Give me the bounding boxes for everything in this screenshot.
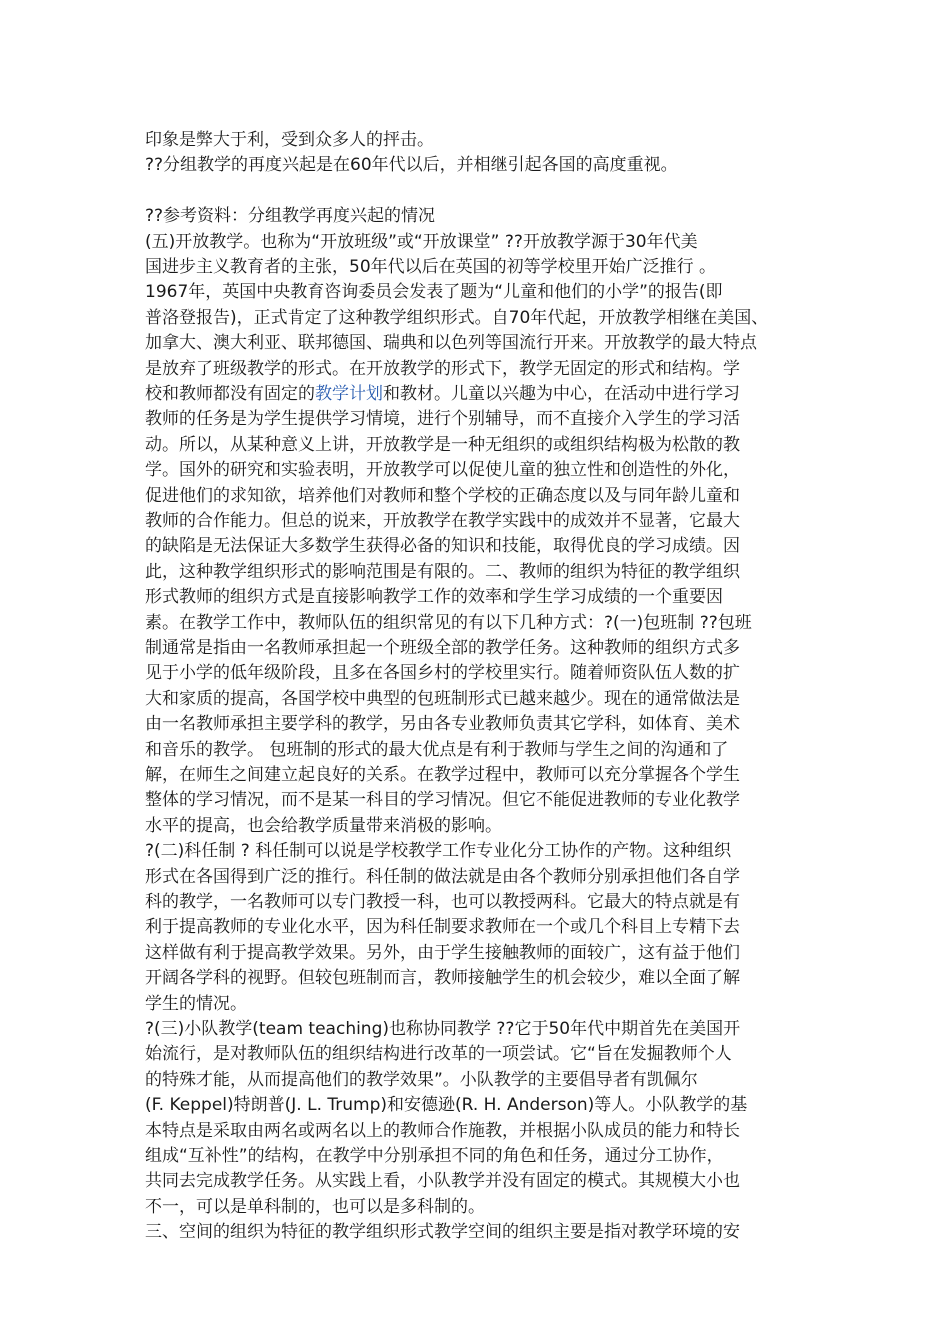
paragraph-line: 加拿大、澳大利亚、联邦德国、瑞典和以色列等国流行开来。开放教学的最大特点 (145, 333, 757, 354)
paragraph-line: 是放弃了班级教学的形式。在开放教学的形式下，教学无固定的形式和结构。学 (145, 358, 740, 379)
paragraph-line: 共同去完成教学任务。从实践上看，小队教学并没有固定的模式。其规模大小也 (145, 1171, 740, 1192)
paragraph-line: 大和家质的提高，各国学校中典型的包班制形式已越来越少。现在的通常做法是 (145, 688, 740, 709)
paragraph-line: 和音乐的教学。 包班制的形式的最大优点是有利于教师与学生之间的沟通和了 (145, 739, 729, 760)
paragraph-line: 开阔各学科的视野。但较包班制而言，教师接触学生的机会较少，难以全面了解 (145, 968, 740, 989)
paragraph-line: 由一名教师承担主要学科的教学，另由各专业教师负责其它学科，如体育、美术 (145, 714, 740, 735)
paragraph-line: 教师的合作能力。但总的说来，开放教学在教学实践中的成效并不显著，它最大 (145, 511, 740, 531)
paragraph-line: 三、空间的组织为特征的教学组织形式教学空间的组织主要是指对教学环境的安 (145, 1222, 740, 1243)
paragraph-line: 此，这种教学组织形式的影响范围是有限的。二、教师的组织为特征的教学组织 (145, 561, 740, 582)
teaching-plan-link[interactable]: 教学计划 (315, 384, 383, 404)
paragraph-line: 形式教师的组织方式是直接影响教学工作的效率和学生学习成绩的一个重要因 (145, 587, 723, 608)
paragraph-line: 素。在教学工作中，教师队伍的组织常见的有以下几种方式：?(一)包班制 ??包班 (145, 612, 752, 633)
paragraph-line: 水平的提高，也会给教学质量带来消极的影响。 (145, 815, 502, 836)
paragraph-line: ?(二)科任制 ? 科任制可以说是学校教学工作专业化分工协作的产物。这种组织 (145, 841, 732, 862)
paragraph-line: 见于小学的低年级阶段，且多在各国乡村的学校里实行。随着师资队伍人数的扩 (145, 663, 740, 684)
paragraph-line: 1967年，英国中央教育咨询委员会发表了题为“儿童和他们的小学”的报告(即 (145, 282, 723, 303)
paragraph-line: 整体的学习情况，而不是某一科目的学习情况。但它不能促进教师的专业化教学 (145, 790, 740, 811)
paragraph-line: 国进步主义教育者的主张，50年代以后在英国的初等学校里开始广泛推行 。 (145, 257, 717, 277)
paragraph-line: 教师的任务是为学生提供学习情境，进行个别辅导，而不直接介入学生的学习活 (145, 409, 740, 430)
paragraph-line: 形式在各国得到广泛的推行。科任制的做法就是由各个教师分别承担他们各自学 (145, 866, 740, 887)
paragraph-line: ??分组教学的再度兴起是在60年代以后，并相继引起各国的高度重视。 (145, 155, 678, 176)
paragraph-line: 动。所以，从某种意义上讲，开放教学是一种无组织的或组织结构极为松散的教 (145, 434, 740, 455)
paragraph-line: 组成“互补性”的结构，在教学中分别承担不同的角色和任务，通过分工协作， (145, 1146, 724, 1166)
paragraph-line: 不一，可以是单科制的，也可以是多科制的。 (145, 1196, 485, 1217)
line-text: 校和教师都没有固定的 (145, 384, 315, 404)
paragraph-line: 本特点是采取由两名或两名以上的教师合作施教，并根据小队成员的能力和特长 (145, 1120, 740, 1141)
paragraph-line: 始流行，是对教师队伍的组织结构进行改革的一项尝试。它“旨在发掘教师个人 (145, 1044, 732, 1065)
paragraph-line: 解，在师生之间建立起良好的关系。在教学过程中，教师可以充分掌握各个学生 (145, 765, 740, 785)
paragraph-line: 利于提高教师的专业化水平，因为科任制要求教师在一个或几个科目上专精下去 (145, 917, 740, 938)
paragraph-line: (五)开放教学。也称为“开放班级”或“开放课堂” ??开放教学源于30年代美 (145, 231, 698, 252)
paragraph-line: ??参考资料：分组教学再度兴起的情况 (145, 206, 436, 227)
paragraph-line: 的缺陷是无法保证大多数学生获得必备的知识和技能，取得优良的学习成绩。因 (145, 536, 740, 557)
paragraph-line: ?(三)小队教学(team teaching)也称协同教学 ??它于50年代中期首先在美国开 (145, 1019, 741, 1039)
paragraph-line: (F. Keppel)特朗普(J. L. Trump)和安德逊(R. H. Anderson)等人。小队教学的基 (145, 1095, 748, 1116)
paragraph-line: 这样做有利于提高教学效果。另外，由于学生接触教师的面较广，这有益于他们 (145, 942, 740, 963)
paragraph-line: 普洛登报告)，正式肯定了这种教学组织形式。自70年代起，开放教学相继在美国、 (145, 307, 769, 328)
paragraph-line: 学。国外的研究和实验表明，开放教学可以促使儿童的独立性和创造性的外化， (145, 460, 740, 481)
paragraph-line: 促进他们的求知欲，培养他们对教师和整个学校的正确态度以及与同年龄儿童和 (145, 485, 740, 506)
paragraph-line (145, 382, 740, 407)
paragraph-line: 制通常是指由一名教师承担起一个班级全部的教学任务。这种教师的组织方式多 (145, 638, 740, 658)
paragraph-line: 科的教学，一名教师可以专门教授一科，也可以教授两科。它最大的特点就是有 (145, 892, 740, 912)
paragraph-line: 印象是弊大于利，受到众多人的抨击。 (145, 130, 434, 150)
paragraph-line: 的特殊才能，从而提高他们的教学效果”。小队教学的主要倡导者有凯佩尔 (145, 1069, 698, 1090)
line-text: 和教材。儿童以兴趣为中心，在活动中进行学习 (383, 384, 740, 404)
paragraph-line: 学生的情况。 (145, 993, 247, 1014)
